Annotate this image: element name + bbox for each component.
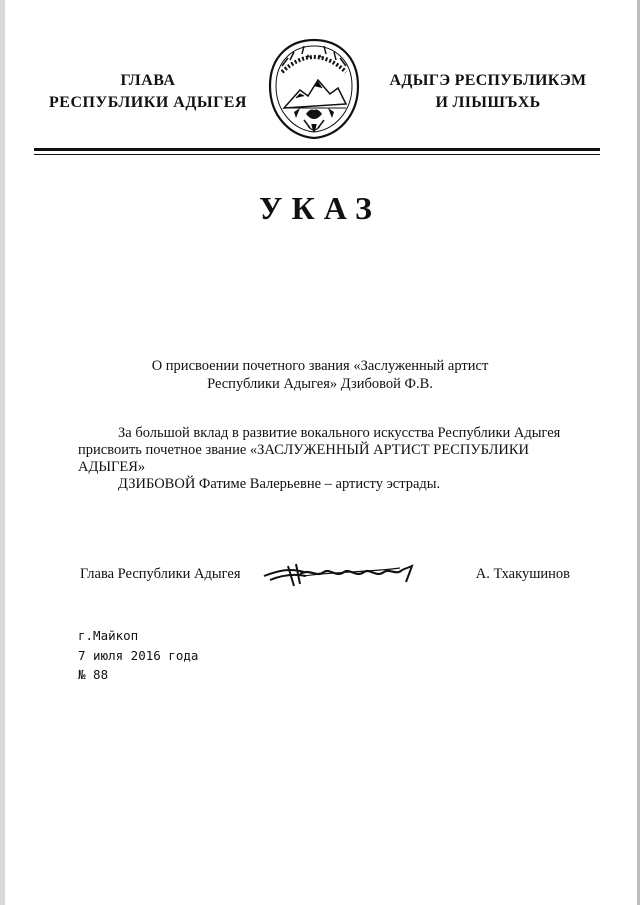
handwritten-signature [260,558,420,588]
body-paragraph-1: За большой вклад в развитие вокального искусства Республики Адыгея присвоить почетное звание «ЗАСЛУЖЕННЫЙ АРТИСТ РЕСПУБЛИКИ АДЫГЕЯ» [78,425,561,475]
scan-edge-left [0,0,5,905]
document-subject [120,357,520,393]
header-left [28,70,268,114]
header-left-line1: ГЛАВА [120,72,176,89]
header-right-line1: АДЫГЭ РЕСПУБЛИКЭМ [389,72,587,89]
meta-city: г.Майкоп [78,628,139,643]
document-meta [78,626,198,685]
header-right [372,70,604,114]
meta-number: № 88 [78,667,109,682]
header-rule-thin [34,154,600,155]
subject-line2: Республики Адыгея» Дзибовой Ф.В. [207,376,433,392]
header-left-line2: РЕСПУБЛИКИ АДЫГЕЯ [49,94,247,111]
signer-name: А. Тхакушинов [475,566,570,582]
document-title: УКАЗ [259,190,381,226]
header-rule-thick [34,148,600,151]
document-body [78,425,578,493]
body-paragraph-2: ДЗИБОВОЙ Фатиме Валерьевне – артисту эстрады. [118,476,441,492]
header-right-line2: И ЛІЫШЪХЬ [435,94,541,111]
subject-line1: О присвоении почетного звания «Заслуженный артист [151,358,489,374]
signer-position: Глава Республики Адыгея [80,566,241,582]
signature-row [80,566,570,590]
coat-of-arms-adygea-icon [266,38,362,140]
meta-date: 7 июля 2016 года [78,647,199,663]
